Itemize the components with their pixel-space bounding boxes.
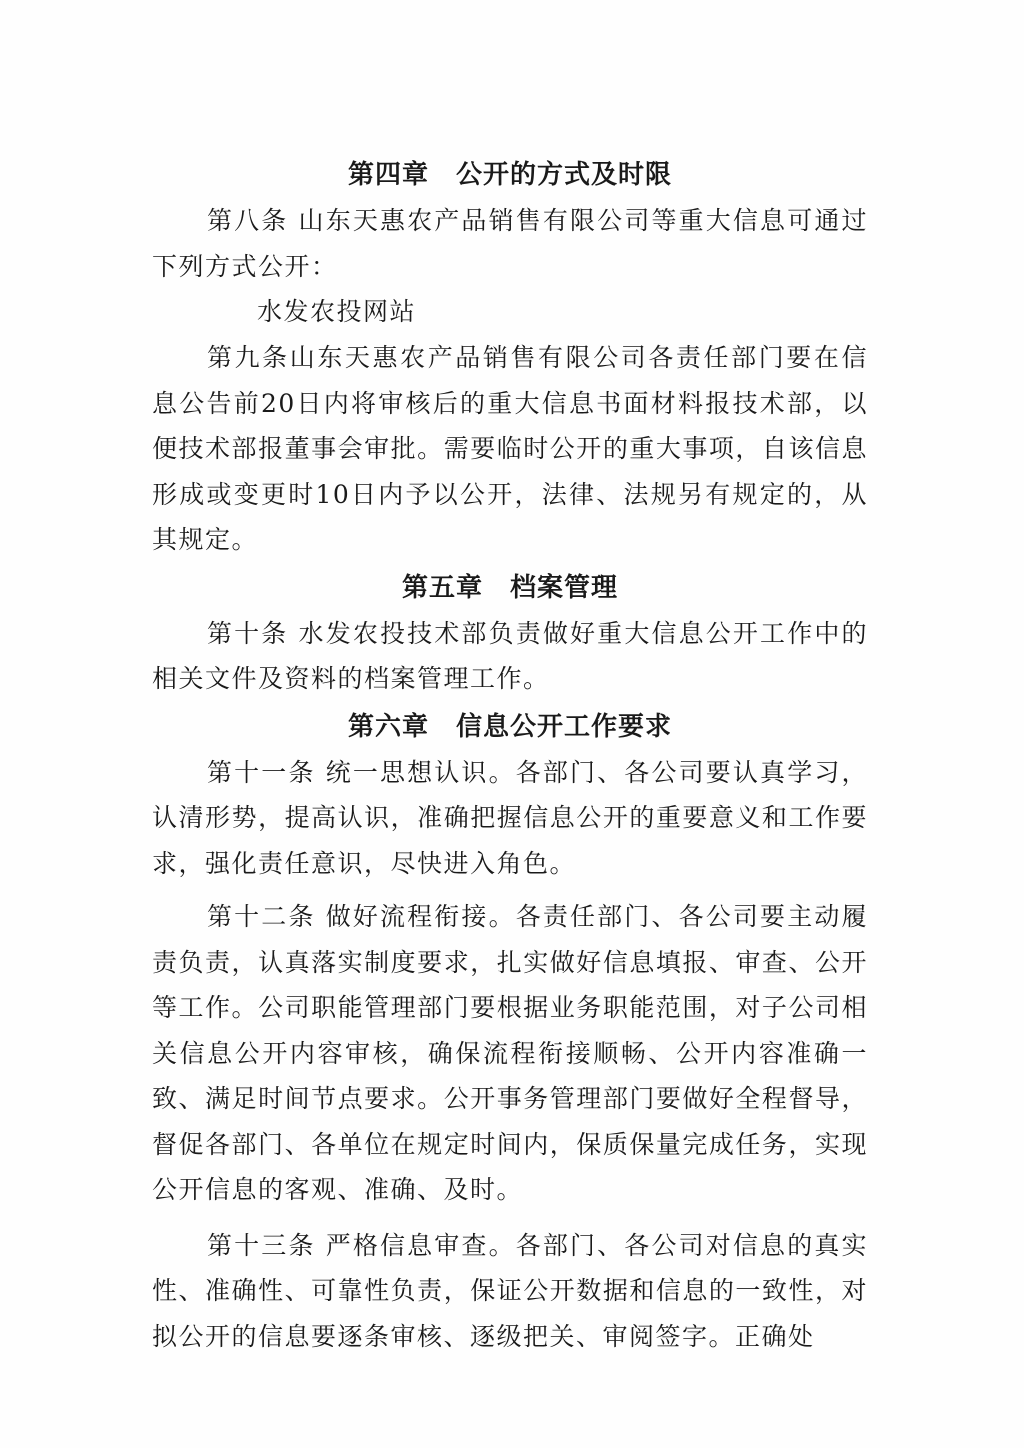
- article-13: [152, 1223, 868, 1360]
- article-12-text: 做好流程衔接。各责任部门、各公司要主动履责负责，认真落实制度要求，扎实做好信息填报、审查、公开等工作。公司职能管理部门要根据业务职能范围，对子公司相关信息公开内容审核，确保流程衔接顺畅、公开内容准确一致、满足时间节点要求。公开事务管理部门要做好全程督导，督促各部门、各单位在规定时间内，保质保量完成任务，实现公开信息的客观、准确、及时。: [152, 902, 868, 1204]
- article-9-text: 山东天惠农产品销售有限公司各责任部门要在信息公告前20日内将审核后的重大信息书面材料报技术部，以便技术部报董事会审批。需要临时公开的重大事项，自该信息形成或变更时10日内予以公开，法律、法规另有规定的，从其规定。: [152, 343, 868, 554]
- article-12: [152, 894, 868, 1213]
- article-9: [152, 335, 868, 563]
- article-12-number: 第十二条: [207, 902, 316, 931]
- article-13-number: 第十三条: [207, 1230, 316, 1260]
- article-8-channel: 水发农投网站: [257, 297, 417, 326]
- document-body: [152, 150, 868, 1359]
- article-10-number: 第十条: [207, 618, 289, 648]
- article-10: [152, 611, 868, 702]
- chapter-6-heading: 第六章 信息公开工作要求: [347, 711, 672, 742]
- article-11-text: 统一思想认识。各部门、各公司要认真学习，认清形势，提高认识，准确把握信息公开的重要意义和工作要求，强化责任意识，尽快进入角色。: [152, 757, 868, 878]
- chapter-5-heading: 第五章 档案管理: [401, 572, 618, 603]
- article-8: [152, 198, 868, 289]
- article-11-number: 第十一条: [207, 757, 316, 787]
- article-8-text: 山东天惠农产品销售有限公司等重大信息可通过下列方式公开：: [152, 206, 868, 281]
- chapter-4-heading: 第四章 公开的方式及时限: [347, 160, 672, 190]
- article-10-text: 水发农投技术部负责做好重大信息公开工作中的相关文件及资料的档案管理工作。: [152, 618, 868, 693]
- article-11: [152, 750, 868, 887]
- article-9-number: 第九条: [207, 343, 290, 372]
- article-13-text: 严格信息审查。各部门、各公司对信息的真实性、准确性、可靠性负责，保证公开数据和信息的一致性，对拟公开的信息要逐条审核、逐级把关、审阅签字。正确处: [152, 1230, 868, 1351]
- article-8-number: 第八条: [207, 206, 289, 235]
